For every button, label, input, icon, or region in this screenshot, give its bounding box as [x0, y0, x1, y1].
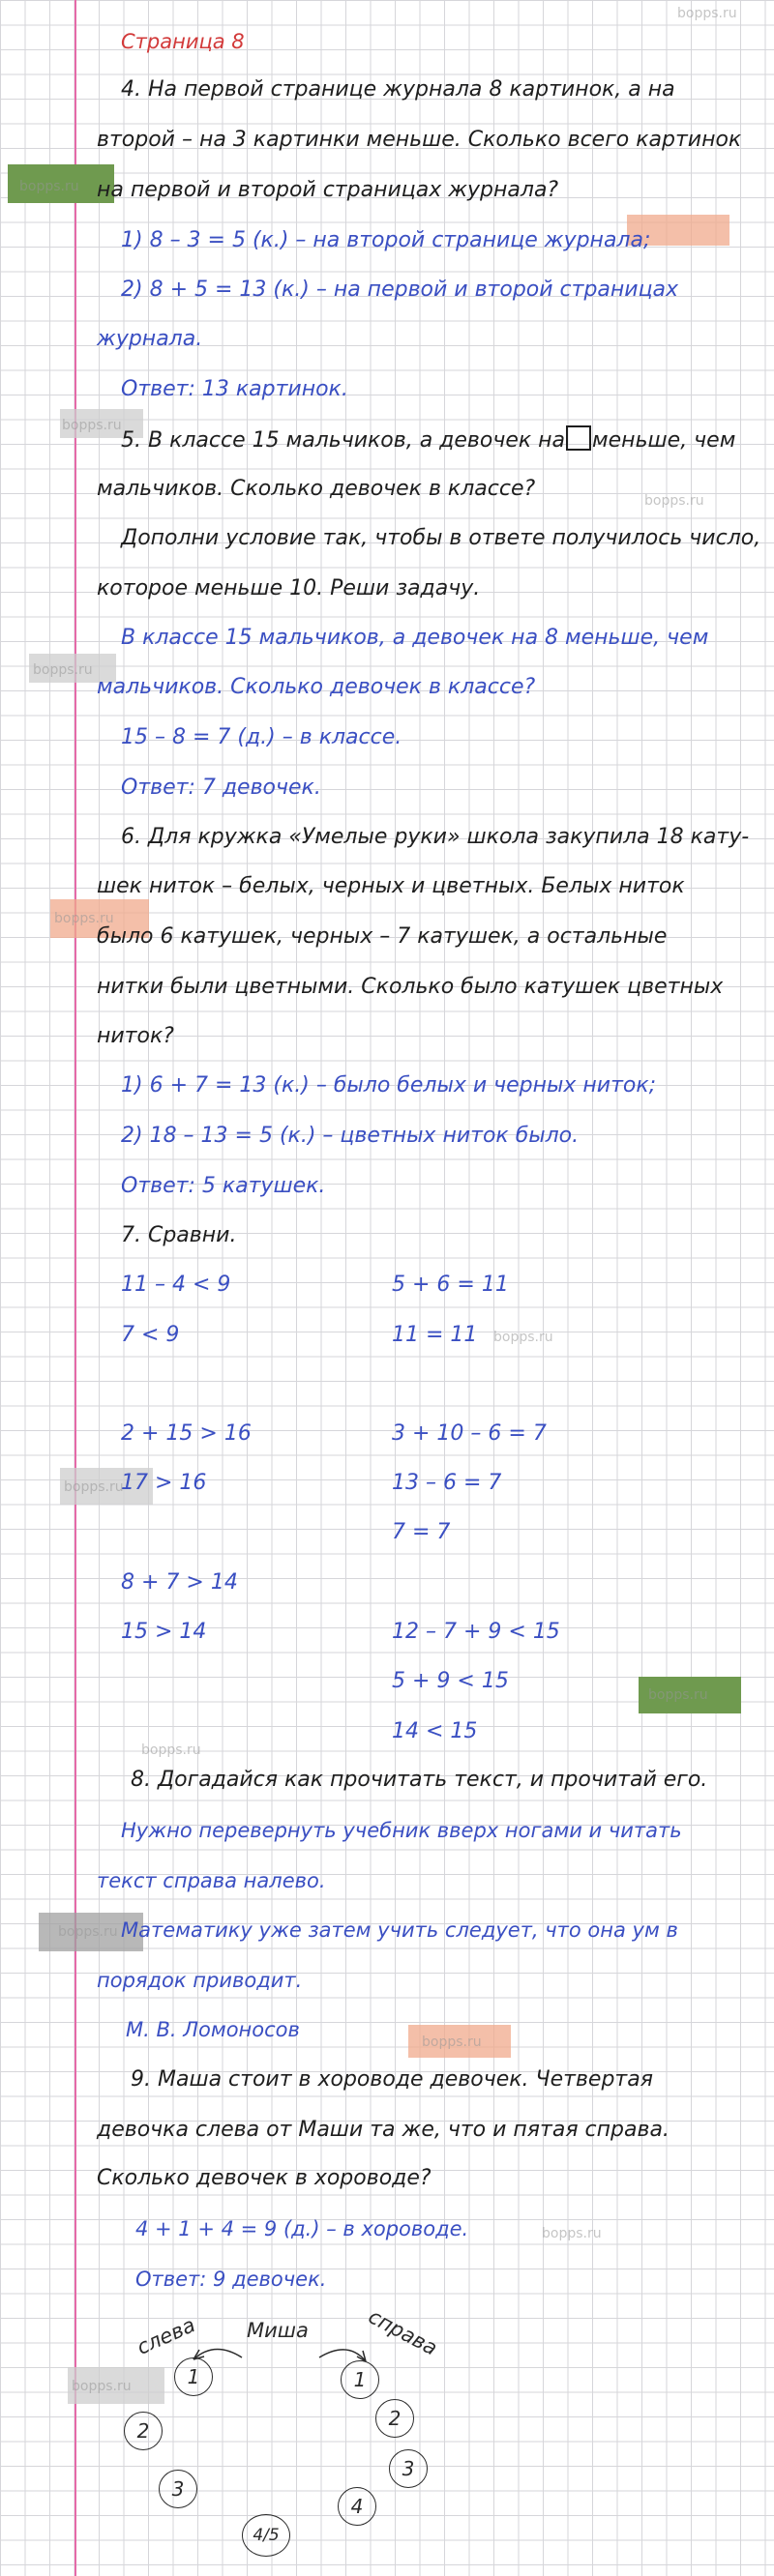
task9-solution-line: 4 + 1 + 4 = 9 (д.) – в хороводе. — [135, 2217, 469, 2240]
compare-right-item: 13 – 6 = 7 — [392, 1471, 502, 1495]
left-girl-circle: 1 — [174, 2357, 213, 2396]
task6-question-line: нитки были цветными. Сколько было катушек цветных — [97, 975, 724, 999]
diagram-center-label: Миша — [247, 2319, 309, 2342]
compare-right-item: 5 + 9 < 15 — [392, 1669, 509, 1693]
task4-answer: Ответ: 13 картинок. — [121, 377, 348, 401]
task8-solution-line: текст справа налево. — [97, 1869, 326, 1892]
diagram-right-label: справа — [364, 2304, 441, 2360]
watermark: bopps.ru — [141, 1742, 201, 1758]
task5-answer: Ответ: 7 девочек. — [121, 776, 321, 800]
task4-question-line: 4. На первой странице журнала 8 картинок, а на — [121, 77, 675, 102]
task5-question-line: мальчиков. Сколько девочек в классе? — [97, 477, 536, 501]
watermark: bopps.ru — [542, 2226, 602, 2241]
watermark: bopps.ru — [648, 1687, 708, 1703]
compare-right-item: 14 < 15 — [392, 1719, 478, 1743]
watermark: bopps.ru — [62, 418, 122, 433]
task8-quote-line: Математику уже затем учить следует, что она ум в — [121, 1918, 678, 1942]
task6-question-line: шек ниток – белых, черных и цветных. Белых ниток — [97, 874, 685, 898]
watermark: bopps.ru — [58, 1924, 118, 1940]
task9-question-line: девочка слева от Маши та же, что и пятая справа. — [97, 2118, 670, 2142]
task4-solution-line: журнала. — [97, 327, 203, 351]
watermark: bopps.ru — [54, 911, 114, 926]
compare-right-item: 3 + 10 – 6 = 7 — [392, 1421, 547, 1446]
diagram-left-label: слева — [133, 2313, 199, 2359]
right-girl-circle: 4 — [338, 2487, 376, 2526]
task5-question-line: которое меньше 10. Реши задачу. — [97, 576, 481, 600]
task6-question-line: было 6 катушек, черных – 7 катушек, а остальные — [97, 924, 668, 949]
watermark: bopps.ru — [64, 1479, 124, 1495]
compare-right-item: 11 = 11 — [392, 1323, 478, 1347]
task9-question-line: 9. Маша стоит в хороводе девочек. Четвертая — [131, 2067, 653, 2092]
compare-left-item: 15 > 14 — [121, 1620, 207, 1644]
page-title: Страница 8 — [121, 30, 245, 53]
task7-title: 7. Сравни. — [121, 1223, 237, 1247]
task4-question-line: второй – на 3 картинки меньше. Сколько всего картинок — [97, 128, 742, 152]
task9-answer: Ответ: 9 девочек. — [135, 2268, 327, 2291]
compare-left-item: 17 > 16 — [121, 1471, 207, 1495]
watermark: bopps.ru — [677, 6, 737, 21]
right-girl-circle: 1 — [341, 2360, 379, 2399]
watermark: bopps.ru — [493, 1330, 553, 1345]
task8-author: М. В. Ломоносов — [126, 2018, 300, 2041]
task6-answer: Ответ: 5 катушек. — [121, 1174, 326, 1198]
compare-right-item: 5 + 6 = 11 — [392, 1273, 509, 1297]
shared-girl-circle: 4/5 — [242, 2514, 290, 2557]
task6-question-line: 6. Для кружка «Умелые руки» школа закупила 18 кату- — [121, 825, 750, 849]
watermark: bopps.ru — [422, 2034, 482, 2050]
compare-left-item: 8 + 7 > 14 — [121, 1570, 238, 1595]
task4-solution-line: 2) 8 + 5 = 13 (к.) – на первой и второй страницах — [121, 278, 679, 302]
task5-question-part: 5. В классе 15 мальчиков, а девочек на — [121, 428, 566, 453]
right-girl-circle: 3 — [389, 2449, 428, 2488]
task5-question-line: Дополни условие так, чтобы в ответе получилось число, — [121, 526, 761, 550]
task5-solution-line: мальчиков. Сколько девочек в классе? — [97, 675, 536, 699]
task6-solution-line: 2) 18 – 13 = 5 (к.) – цветных ниток было. — [121, 1124, 580, 1148]
task8-quote-line: порядок приводит. — [97, 1969, 303, 1992]
watermark: bopps.ru — [644, 493, 704, 509]
right-girl-circle: 2 — [375, 2399, 414, 2438]
task8-solution-line: Нужно перевернуть учебник вверх ногами и читать — [121, 1819, 682, 1842]
compare-left-item: 2 + 15 > 16 — [121, 1421, 252, 1446]
task5-solution-line: 15 – 8 = 7 (д.) – в классе. — [121, 725, 402, 749]
task5-solution-line: В классе 15 мальчиков, а девочек на 8 меньше, чем — [121, 626, 709, 650]
watermark: bopps.ru — [19, 179, 79, 194]
compare-left-item: 7 < 9 — [121, 1323, 180, 1347]
left-girl-circle: 3 — [159, 2470, 197, 2508]
task4-solution-line: 1) 8 – 3 = 5 (к.) – на второй странице журнала; — [121, 228, 651, 252]
compare-right-item: 12 – 7 + 9 < 15 — [392, 1620, 560, 1644]
task9-question-line: Сколько девочек в хороводе? — [97, 2166, 432, 2190]
task5-question-part: меньше, чем — [592, 428, 736, 453]
task4-question-line: на первой и второй страницах журнала? — [97, 178, 559, 202]
task6-solution-line: 1) 6 + 7 = 13 (к.) – было белых и черных ниток; — [121, 1073, 657, 1098]
compare-right-item: 7 = 7 — [392, 1520, 451, 1544]
watermark: bopps.ru — [72, 2379, 132, 2394]
watermark: bopps.ru — [33, 662, 93, 678]
left-girl-circle: 2 — [124, 2412, 163, 2450]
compare-left-item: 11 – 4 < 9 — [121, 1273, 231, 1297]
task8-title: 8. Догадайся как прочитать текст, и прочитай его. — [131, 1768, 708, 1792]
task6-question-line: ниток? — [97, 1024, 174, 1048]
